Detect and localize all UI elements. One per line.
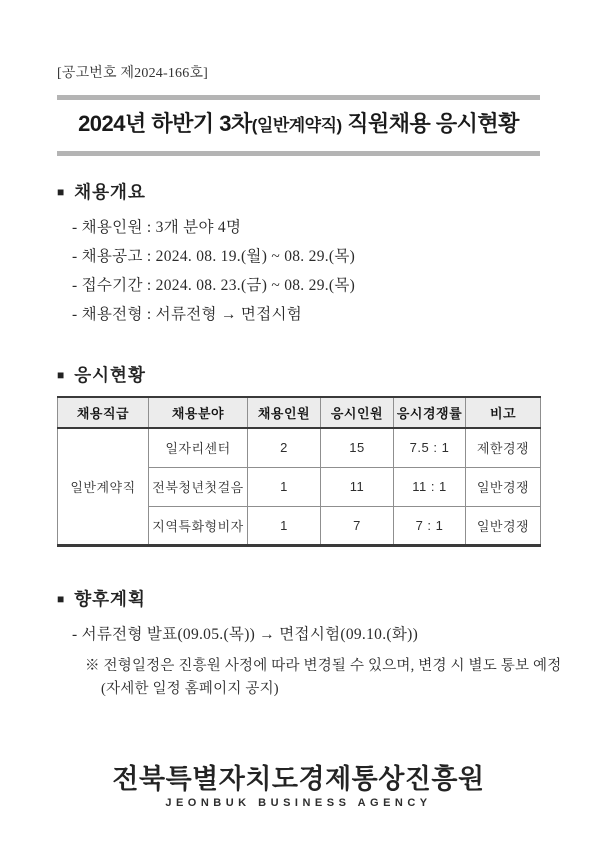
square-bullet-icon: ■ bbox=[57, 368, 65, 382]
homepage-notice-note: (자세한 일정 홈페이지 공지) bbox=[101, 680, 279, 697]
title-bottom-bar bbox=[57, 151, 540, 156]
section-heading-future-plan-label: 향후계획 bbox=[74, 588, 146, 609]
ratio-cell: 11 : 1 bbox=[394, 467, 466, 506]
applicants-cell: 15 bbox=[321, 428, 394, 467]
note-cell: 일반경쟁 bbox=[466, 467, 541, 506]
list-item: - 채용공고 : 2024. 08. 19.(월) ~ 08. 29.(목) bbox=[72, 248, 356, 265]
future-plan-list bbox=[57, 620, 540, 649]
title-prefix: 2024년 하반기 3차 bbox=[78, 111, 252, 136]
positions-cell: 1 bbox=[248, 467, 321, 506]
field-cell: 지역특화형비자 bbox=[149, 506, 248, 545]
square-bullet-icon: ■ bbox=[57, 591, 65, 606]
table-header-row bbox=[58, 397, 541, 428]
applicants-cell: 11 bbox=[321, 467, 394, 506]
positions-cell: 2 bbox=[248, 428, 321, 467]
title-paren: (일반계약직) bbox=[251, 116, 342, 135]
overview-list bbox=[57, 213, 540, 329]
ratio-cell: 7 : 1 bbox=[394, 506, 466, 545]
list-item: - 접수기간 : 2024. 08. 23.(금) ~ 08. 29.(목) bbox=[72, 277, 356, 294]
schedule-change-note: ※ 전형일정은 진흥원 사정에 따라 변경될 수 있으며, 변경 시 별도 통보 예정 bbox=[85, 657, 562, 674]
column-header-job-grade: 채용직급 bbox=[58, 397, 149, 428]
column-header-field: 채용분야 bbox=[149, 397, 248, 428]
applicants-cell: 7 bbox=[321, 506, 394, 545]
table-row bbox=[58, 428, 541, 467]
column-header-note: 비고 bbox=[466, 397, 541, 428]
organization-name-korean: 전북특별자치도경제통상진흥원 bbox=[112, 763, 485, 794]
title-suffix: 직원채용 응시현황 bbox=[341, 111, 519, 136]
section-heading-future-plan bbox=[57, 586, 540, 611]
note-cell: 제한경쟁 bbox=[466, 428, 541, 467]
list-item: - 채용인원 : 3개 분야 4명 bbox=[72, 219, 242, 236]
list-item: - 서류전형 발표(09.05.(목)) → 면접시험(09.10.(화)) bbox=[72, 625, 419, 643]
section-heading-overview-label: 채용개요 bbox=[74, 182, 146, 202]
announcement-number: [공고번호 제2024-166호] bbox=[57, 66, 209, 81]
positions-cell: 1 bbox=[248, 506, 321, 545]
note-cell: 일반경쟁 bbox=[466, 506, 541, 545]
column-header-ratio: 응시경쟁률 bbox=[394, 397, 466, 428]
field-cell: 일자리센터 bbox=[149, 428, 248, 467]
document-title bbox=[57, 100, 540, 151]
column-header-applicants: 응시인원 bbox=[321, 397, 394, 428]
section-heading-apply-status bbox=[57, 362, 540, 387]
job-grade-cell: 일반계약직 bbox=[58, 428, 149, 545]
title-block bbox=[57, 95, 540, 156]
square-bullet-icon: ■ bbox=[57, 185, 65, 199]
organization-name-english: JEONBUK BUSINESS AGENCY bbox=[165, 796, 432, 809]
field-cell: 전북청년첫걸음 bbox=[149, 467, 248, 506]
ratio-cell: 7.5 : 1 bbox=[394, 428, 466, 467]
list-item: - 채용전형 : 서류전형 → 면접시험 bbox=[72, 306, 303, 323]
application-status-table bbox=[57, 396, 541, 547]
column-header-positions: 채용인원 bbox=[248, 397, 321, 428]
section-heading-apply-status-label: 응시현황 bbox=[74, 365, 146, 385]
organization-logo bbox=[57, 764, 540, 809]
section-heading-overview bbox=[57, 179, 540, 204]
